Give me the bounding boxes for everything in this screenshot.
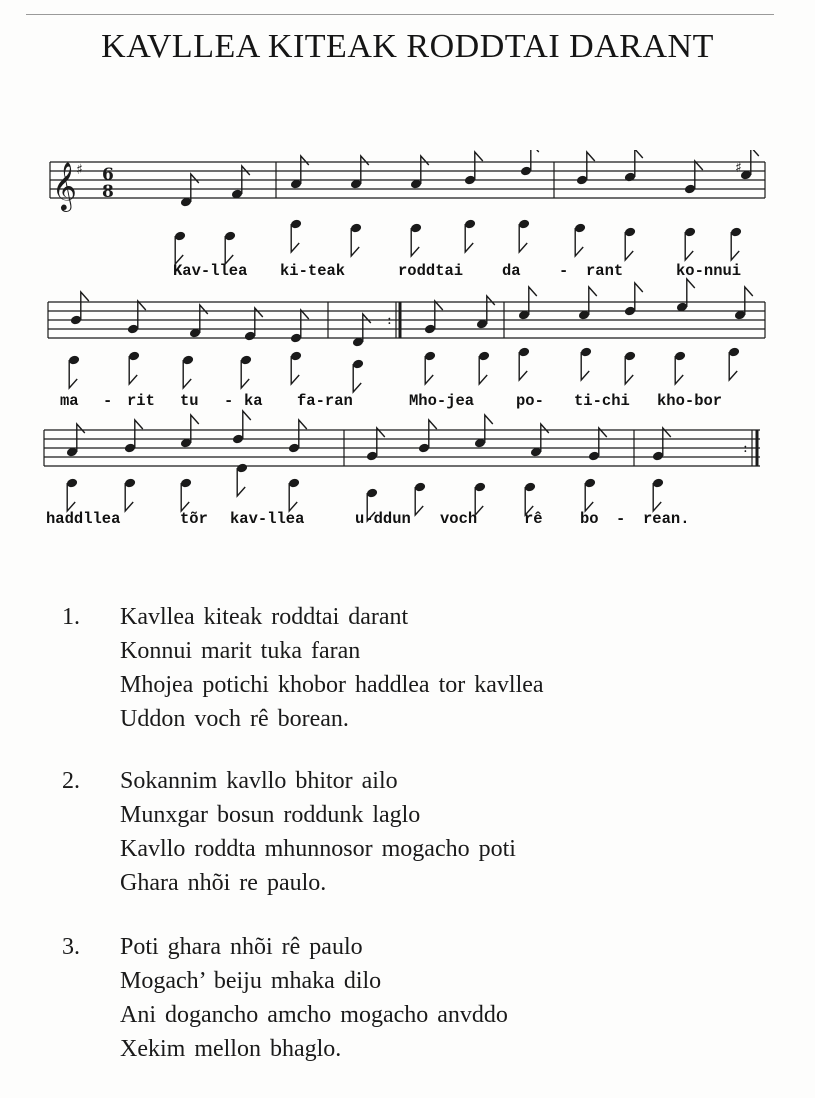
score-lyric: ti-chi <box>574 392 630 410</box>
harmony-note-stem <box>685 232 693 260</box>
melody-note-stem <box>475 152 483 180</box>
score-lyric: tõr <box>180 510 208 528</box>
melody-note-stem <box>377 428 385 456</box>
harmony-note-stem <box>353 364 361 392</box>
score-lyric: voch <box>440 510 478 528</box>
harmony-note-stem <box>675 356 683 384</box>
harmony-note-stem <box>237 468 245 496</box>
harmony-note-stem <box>581 352 589 380</box>
harmony-note-stem <box>465 224 473 252</box>
verse-line: Mhojea potichi khobor haddlea tor kavllea <box>120 672 544 698</box>
verse-line: Munxgar bosun roddunk laglo <box>120 802 421 828</box>
harmony-note-stem <box>67 483 75 511</box>
melody-note-stem <box>299 420 307 448</box>
score-lyric: bo <box>580 510 599 528</box>
harmony-note-stem <box>653 483 661 511</box>
score-lyric: tu <box>180 392 199 410</box>
treble-clef-icon: 𝄞 <box>52 161 77 210</box>
score-lyric: fa-ran <box>297 392 353 410</box>
score-lyric: roddtai <box>398 262 464 280</box>
score-lyric: ko-nnui <box>676 262 742 280</box>
harmony-note-stem <box>731 232 739 260</box>
music-score <box>30 150 780 540</box>
harmony-note-stem <box>289 483 297 511</box>
score-lyric: po- <box>516 392 544 410</box>
verse-line: Xekim mellon bhaglo. <box>120 1036 342 1062</box>
verse-line: Kavllo roddta mhunnosor mogacho poti <box>120 836 516 862</box>
score-lyric: rê <box>524 510 543 528</box>
score-lyric: rean. <box>643 510 690 528</box>
harmony-note-stem <box>291 224 299 252</box>
melody-note-stem <box>587 152 595 180</box>
score-lyric: - <box>224 392 234 410</box>
melody-note-stem <box>429 420 437 448</box>
key-sharp-icon: ♯ <box>76 162 83 178</box>
score-lyric: - <box>559 262 569 280</box>
verse-line: Konnui marit tuka faran <box>120 638 361 664</box>
verse-line: Poti ghara nhõi rê paulo <box>120 934 363 960</box>
staff-2 <box>48 302 765 338</box>
verse-line: Ani dogancho amcho mogacho anvddo <box>120 1002 508 1028</box>
melody-note-stem <box>243 411 251 439</box>
harmony-note-stem <box>415 487 423 515</box>
harmony-note-stem <box>129 356 137 384</box>
staff-3 <box>44 430 760 466</box>
score-lyric: ki-teak <box>280 262 346 280</box>
harmony-note-stem <box>181 483 189 511</box>
score-lyric: rit <box>127 392 155 410</box>
harmony-note-stem <box>125 483 133 511</box>
score-lyric: ma <box>60 392 79 410</box>
score-lyric: Kav-llea <box>173 262 248 280</box>
harmony-note-stem <box>625 356 633 384</box>
score-lyric: kav-llea <box>230 510 305 528</box>
harmony-note-stem <box>519 224 527 252</box>
melody-note-stem <box>135 420 143 448</box>
harmony-note-stem <box>291 356 299 384</box>
verse-line: Kavllea kiteak roddtai darant <box>120 604 409 630</box>
verse-line: Ghara nhõi re paulo. <box>120 870 327 896</box>
score-lyric: da <box>502 262 521 280</box>
harmony-note-stem <box>69 360 77 388</box>
harmony-note-stem <box>183 360 191 388</box>
harmony-note-stem <box>575 228 583 256</box>
melody-note-stem <box>687 279 695 307</box>
melody-note-stem <box>138 301 146 329</box>
song-title: KAVLLEA KITEAK RODDTAI DARANT <box>101 28 714 65</box>
harmony-note-stem <box>519 352 527 380</box>
verse-line: Sokannim kavllo bhitor ailo <box>120 768 398 794</box>
score-lyric: - <box>616 510 626 528</box>
score-lyric: haddllea <box>46 510 121 528</box>
harmony-note-stem <box>479 356 487 384</box>
score-lyric: Mho-jea <box>409 392 475 410</box>
repeat-dots-end: : <box>743 440 748 456</box>
time-signature-top: 6 <box>102 165 114 185</box>
score-lyric: ka <box>244 392 263 410</box>
verse-number: 2. <box>62 768 80 794</box>
verse-number: 1. <box>62 604 80 630</box>
score-lyric: - <box>103 392 113 410</box>
score-lyric: kho-bor <box>657 392 723 410</box>
verse-line: Uddon voch rê borean. <box>120 706 349 732</box>
melody-note-stem <box>301 310 309 338</box>
top-rule <box>26 14 774 15</box>
time-signature-bottom: 8 <box>102 182 114 202</box>
score-lyric: rant <box>586 262 624 280</box>
melody-note-stem <box>81 292 89 320</box>
harmony-note-stem <box>175 236 183 264</box>
harmony-note-stem <box>241 360 249 388</box>
score-lyric: u-ddun <box>355 510 411 528</box>
melody-notes <box>66 150 759 462</box>
verse-number: 3. <box>62 934 80 960</box>
verse-line: Mogach’ beiju mhaka dilo <box>120 968 382 994</box>
melody-note-stem <box>531 150 539 171</box>
melody-note-stem <box>695 161 703 189</box>
melody-note-stem <box>663 428 671 456</box>
melody-note-stem <box>599 428 607 456</box>
harmony-note-stem <box>351 228 359 256</box>
melody-note-stem <box>635 283 643 311</box>
harmony-note-stem <box>625 232 633 260</box>
melody-note-stem <box>635 150 643 177</box>
repeat-dots: : <box>387 312 392 328</box>
harmony-note-stem <box>729 352 737 380</box>
melody-note-stem <box>435 301 443 329</box>
harmony-note-stem <box>411 228 419 256</box>
staff-1 <box>50 162 765 198</box>
melody-note-stem <box>255 308 263 336</box>
key-sharp-icon-2: ♯ <box>735 160 742 176</box>
harmony-note-stem <box>225 236 233 264</box>
harmony-note-stem <box>585 483 593 511</box>
harmony-note-stem <box>425 356 433 384</box>
